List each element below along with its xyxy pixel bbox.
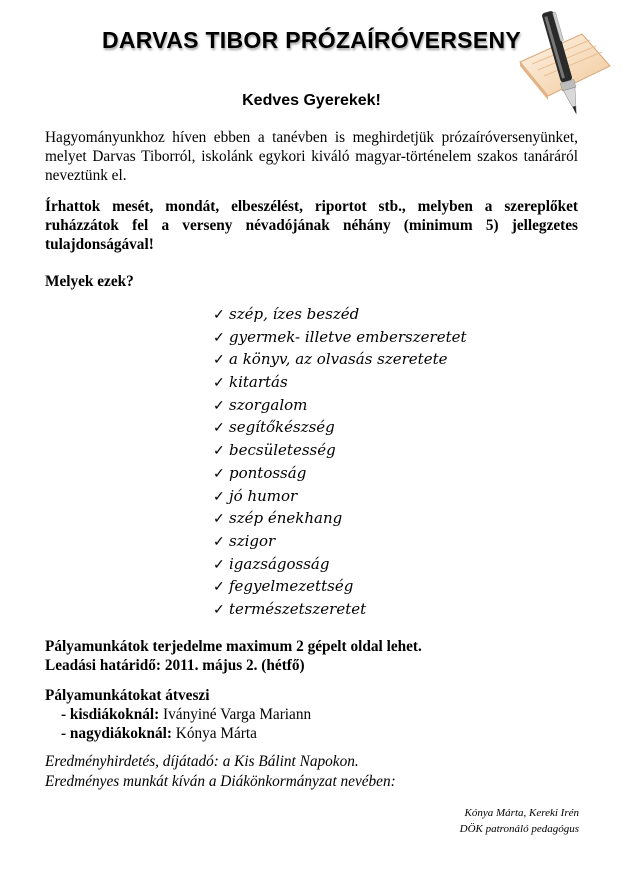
checkmark-icon: ✓: [213, 352, 225, 369]
list-item: [213, 348, 467, 371]
list-item: [213, 575, 467, 598]
checkmark-icon: ✓: [213, 556, 225, 573]
checkmark-icon: ✓: [213, 329, 225, 346]
receiver-label: - nagydiákoknál:: [61, 725, 172, 742]
signature-role: DÖK patronáló pedagógus: [459, 823, 579, 835]
trait-label: szigor: [229, 531, 276, 550]
traits-question: Melyek ezek?: [45, 273, 134, 290]
list-item: [213, 416, 467, 439]
checkmark-icon: ✓: [213, 397, 225, 414]
trait-label: szorgalom: [229, 395, 308, 414]
checkmark-icon: ✓: [213, 511, 225, 528]
list-item: [213, 598, 467, 621]
list-item: [213, 530, 467, 553]
trait-label: szép, ízes beszéd: [229, 305, 360, 323]
list-item: [213, 439, 467, 462]
checkmark-icon: ✓: [213, 307, 225, 323]
closing-text: [45, 752, 396, 792]
checkmark-icon: ✓: [213, 579, 225, 596]
announcement-line: Eredményhirdetés, díjátadó: a Kis Bálint Napokon.: [45, 753, 359, 770]
checkmark-icon: ✓: [213, 375, 225, 392]
trait-label: igazságosság: [229, 554, 330, 573]
receiver-row-lower: [45, 705, 311, 724]
intro-paragraph: Hagyományunkhoz híven ebben a tanévben is meghirdetjük prózaíróversenyünket, melyet Darvas Tiborról, iskolánk egykori kiváló magyar-történelem szakos tanáráról neveztünk el.: [45, 129, 578, 184]
trait-label: szép énekhang: [229, 509, 343, 528]
trait-label: segítőkészség: [229, 418, 335, 437]
list-item: [213, 507, 467, 530]
list-item: [213, 553, 467, 576]
task-paragraph: Írhattok mesét, mondát, elbeszélést, riportot stb., melyben a szereplőket ruházzátok fel a verseny névadójának néhány (minimum 5) jellegzetes tulajdonságával!: [45, 198, 578, 253]
rules-block: [45, 637, 422, 675]
list-item: [213, 303, 467, 326]
trait-label: jó humor: [229, 486, 298, 505]
trait-label: természetszeretet: [229, 599, 367, 618]
page-title: DARVAS TIBOR PRÓZAÍRÓVERSENY: [101, 27, 522, 53]
deadline-rule: Leadási határidő: 2011. május 2. (hétfő): [45, 657, 305, 674]
wish-line: Eredményes munkát kíván a Diákönkormányzat nevében:: [45, 773, 396, 790]
receivers-heading: Pályamunkátokat átveszi: [45, 687, 210, 704]
list-item: [213, 371, 467, 394]
list-item: [213, 394, 467, 417]
checkmark-icon: ✓: [213, 601, 225, 618]
checkmark-icon: ✓: [213, 465, 225, 482]
trait-label: gyermek- illetve emberszeretet: [229, 327, 467, 346]
receivers-block: [45, 686, 311, 743]
receiver-label: - kisdiákoknál:: [61, 706, 160, 723]
checkmark-icon: ✓: [213, 488, 225, 505]
list-item: [213, 462, 467, 485]
trait-label: fegyelmezettség: [229, 577, 354, 596]
signature-names: Kónya Márta, Kereki Irén: [464, 807, 579, 819]
trait-label: kitartás: [229, 373, 288, 392]
traits-list: [213, 303, 467, 621]
list-item: [213, 326, 467, 349]
list-item: [213, 485, 467, 508]
greeting-heading: Kedves Gyerekek!: [242, 92, 381, 109]
length-rule: Pályamunkátok terjedelme maximum 2 gépelt oldal lehet.: [45, 638, 422, 655]
trait-label: a könyv, az olvasás szeretete: [229, 350, 448, 369]
checkmark-icon: ✓: [213, 533, 225, 550]
checkmark-icon: ✓: [213, 443, 225, 460]
trait-label: pontosság: [229, 463, 307, 482]
receiver-row-upper: [45, 724, 311, 743]
checkmark-icon: ✓: [213, 420, 225, 437]
trait-label: becsületesség: [229, 441, 336, 460]
signature-block: [460, 805, 579, 837]
receiver-name: Iványiné Varga Mariann: [163, 706, 312, 723]
receiver-name: Kónya Márta: [175, 725, 257, 742]
